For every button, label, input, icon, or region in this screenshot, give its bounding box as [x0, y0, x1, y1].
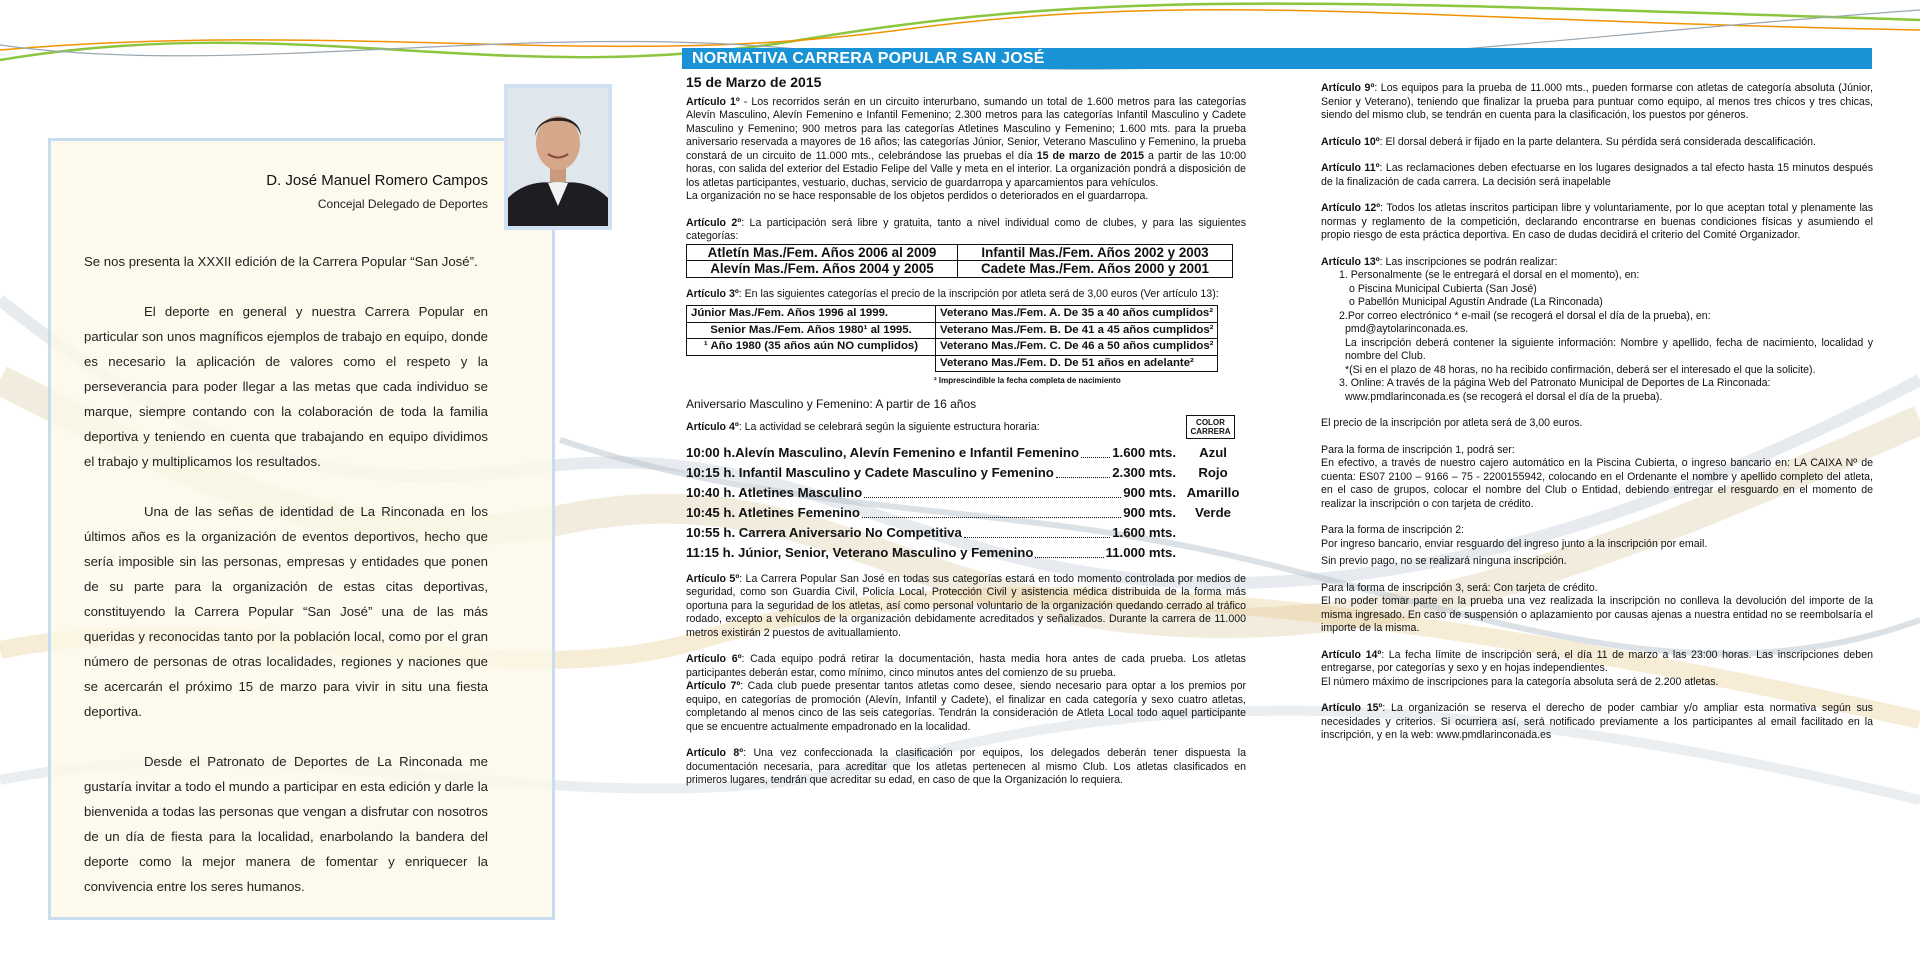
article-9: Artículo 9º: Los equipos para la prueba de 11.000 mts., pueden formarse con atletas de categoría absoluta (Júnior, Senior y Veterano), teniendo que finalizar la prueba para puntuar como equipo, al menos tres chicos y tres chicas, siendo del mismo club, se tendrán en cuenta para la clasificación, los puestos por géneros. — [1321, 82, 1873, 121]
color-column-header: COLOR CARRERA — [1186, 415, 1235, 439]
article-2: Artículo 2º: La participación será libre y gratuita, tanto a nivel individual como de clubes, y para las siguientes categorías: — [686, 216, 1246, 242]
article-3: Artículo 3º: En las siguientes categorías el precio de la inscripción por atleta será de 3,00 euros (Ver artículo 13): — [686, 287, 1219, 300]
schedule-row: 10:40 h. Atletines Masculino 900 mts. Amarillo — [686, 484, 1240, 500]
councillor-photo — [504, 84, 612, 230]
rules-column-left — [686, 76, 1246, 801]
table-row — [687, 306, 1218, 323]
rules-column-right — [1321, 82, 1873, 756]
article-6: Artículo 6º: Cada equipo podrá retirar la documentación, hasta media hora antes de cada prueba. Los atletas participantes deberán estar, como mínimo, cinco minutos antes del comienzo de su prueba. — [686, 653, 1246, 679]
councillor-role: Concejal Delegado de Deportes — [317, 197, 488, 211]
article-7: Artículo 7º: Cada club puede presentar tantos atletas como desee, siendo necesario para optar a los premios por equipo, en categorías de promoción (Alevín, Infantil y Cadete), el finalizar en cada categoría y sexo cuatro atletas, completando al menos cinco de las seis categorías. Tendrán la consideración de Atleta Local todo aquel participante que se encuentre actualmente empadronado en la localidad. — [686, 680, 1246, 733]
table-cell: Júnior Mas./Fem. Años 1996 al 1999. — [687, 306, 936, 323]
event-date: 15 de Marzo de 2015 — [686, 74, 822, 90]
article-11: Artículo 11º: Las reclamaciones deben efectuarse en los lugares designados a tal efecto hasta 15 minutos después de la finalización de cada carrera. La decisión será inapelable — [1321, 162, 1873, 188]
letter-paragraph: Una de las señas de identidad de La Rinconada en los últimos años es la organización de eventos deportivos, hecho que sería imposible sin las personas, empresas y entidades que ponen de su parte para la organización de estas citas deportivas, constituyendo la Carrera Popular “San José” una de las más queridas y reconocidas tanto por la población local, como por el gran número de personas de otras localidades, regiones y naciones que se acercarán el próximo 15 de marzo para vivir in situ una fiesta deportiva. — [84, 504, 488, 719]
list-item: 3. Online: A través de la página Web del Patronato Municipal de Deportes de La Rinconada: — [1339, 377, 1771, 389]
prices-table — [686, 305, 1218, 372]
article-5: Artículo 5º: La Carrera Popular San José en todas sus categorías estará en todo momento controlada por medios de seguridad, como son Guardia Civil, Policía Local, Protección Civil y asistencia médica distribuida de la forma más oportuna para la seguridad de los atletas, así como personal voluntario de la organización quedando cerrado al tráfico rodado, excepto a vehículos de la organización debidamente acreditados y señalizados. Durante la carrera de 11.000 metros existirán 2 puestos de avituallamiento. — [686, 572, 1246, 639]
list-item: o Pabellón Municipal Agustín Andrade (La Rinconada) — [1349, 296, 1603, 308]
article-14: Artículo 14º: La fecha límite de inscripción será, el día 11 de marzo a las 23:00 horas. Las inscripciones deben entregarse, por categorías y sexo y en hojas independientes. — [1321, 648, 1873, 674]
payment-form-3: Para la forma de inscripción 3, será: Con tarjeta de crédito. El no poder tomar parte en la prueba una vez realizada la inscripción no conlleva la devolución del importe de la misma ingresado. En caso de suspensión o aplazamiento por causas ajenas a nuestra entidad no se reembolsaría el importe de la misma. — [1321, 581, 1873, 634]
table-row — [687, 339, 1218, 356]
table-cell: Veterano Mas./Fem. C. De 46 a 50 años cumplidos² — [936, 339, 1218, 356]
schedule-row: 10:15 h. Infantil Masculino y Cadete Masculino y Femenino 2.300 mts. Rojo — [686, 464, 1228, 480]
schedule-row: 10:00 h.Alevín Masculino, Alevín Femenino e Infantil Femenino 1.600 mts. Azul — [686, 444, 1227, 460]
article-15: Artículo 15º: La organización se reserva el derecho de poder cambiar y/o ampliar esta normativa según sus necesidades y criterios. Si ocurriera así, será notificado previamente a los participantes al email facilitado en la inscripción, y en la web: www.pmdlarinconada.es — [1321, 702, 1873, 741]
web-link[interactable]: www.pmdlarinconada.es (se recogerá el dorsal el día de la prueba). — [1345, 390, 1663, 403]
list-item: *(Si en el plazo de 48 horas, no ha recibido confirmación, deberá ser el interesado el que la solicite). — [1345, 363, 1816, 376]
payment-form-2: Para la forma de inscripción 2: Por ingreso bancario, enviar resguardo del ingreso junto a la inscripción por email. — [1321, 524, 1708, 550]
letter-paragraph: Se nos presenta la XXXII edición de la Carrera Popular “San José”. — [84, 254, 478, 269]
payment-form-1: Para la forma de inscripción 1, podrá ser: En efectivo, a través de nuestro cajero automático en la Piscina Cubierta, o ingreso bancario en: LA CAIXA Nº de cuenta: ES07 2100 – 9166 – 75 - 2200155942, colocando en el Ordenante el nombre y apellido completo del atleta, en el caso de grupos, colocar el nombre del Club o Entidad, debiendo entregar el resguardo en el momento de realizar la inscripción o con tarjeta de crédito. — [1321, 443, 1873, 510]
list-item: La inscripción deberá contener la siguiente información: Nombre y apellido, fecha de nacimiento, localidad y nombre del Club. — [1345, 336, 1873, 362]
schedule-row: 11:15 h. Júnior, Senior, Veterano Masculino y Femenino 11.000 mts. — [686, 544, 1176, 560]
table-cell: Veterano Mas./Fem. A. De 35 a 40 años cumplidos² — [936, 306, 1218, 323]
table-cell: Veterano Mas./Fem. D. De 51 años en adelante² — [936, 355, 1218, 372]
table-cell: Atletín Mas./Fem. Años 2006 al 2009 — [687, 244, 958, 261]
article-12: Artículo 12º: Todos los atletas inscritos participan libre y voluntariamente, por lo que aceptan total y plenamente las normas y reglamento de la competición, declarando encontrarse en buenas condiciones físicas y asumiendo el propio riesgo de esta práctica deportiva. En caso de dudas decidirá el criterio del Comité Organizador. — [1321, 202, 1873, 241]
table-row — [687, 244, 1233, 261]
anniversary-note: Aniversario Masculino y Femenino: A partir de 16 años — [686, 396, 977, 411]
table-cell: Infantil Mas./Fem. Años 2002 y 2003 — [958, 244, 1233, 261]
table-cell — [687, 355, 936, 372]
table-cell: Veterano Mas./Fem. B. De 41 a 45 años cumplidos² — [936, 322, 1218, 339]
race-date: 15 de marzo de 2015 — [1036, 149, 1145, 162]
email-link[interactable]: pmd@aytolarinconada.es. — [1345, 323, 1469, 335]
portrait-image — [508, 88, 608, 226]
councillor-name: D. José Manuel Romero Campos — [266, 172, 488, 189]
article-14-note: El número máximo de inscripciones para la categoría absoluta será de 2.200 atletas. — [1321, 675, 1719, 688]
letter-paragraph: Desde el Patronato de Deportes de La Rinconada me gustaría invitar a todo el mundo a participar en esta edición y darle la bienvenida a todas las personas que vengan a disfrutar con nosotros de un día de fiesta para la localidad, enarbolando la bandera del deporte como la mejor manera de fomentar y enriquecer la convivencia entre los seres humanos. — [84, 754, 488, 894]
schedule-row: 10:45 h. Atletines Femenino 900 mts. Verde — [686, 504, 1231, 520]
table-row — [687, 261, 1233, 278]
price-note: El precio de la inscripción por atleta será de 3,00 euros. — [1321, 417, 1583, 429]
table-cell: Cadete Mas./Fem. Años 2000 y 2001 — [958, 261, 1233, 278]
page-title: NORMATIVA CARRERA POPULAR SAN JOSÉ — [692, 50, 1045, 67]
greeting-letter — [84, 249, 488, 924]
table-row — [687, 355, 1218, 372]
price-footnote: ² Imprescindible la fecha completa de nacimiento — [934, 376, 1121, 385]
article-1: Artículo 1º - Los recorridos serán en un circuito interurbano, sumando un total de 1.600 metros para las categorías Alevín Masculino, Alevín Femenino e Infantil Femenino; 2.300 metros para las categorías Infantil Masculino y Cadete Masculino y Femenino; 900 metros para las categorías Atletines Masculino y Femenino; 1.600 mts. para la prueba aniversario reservada a mayores de 16 años; las categorías Júnior, Senior, Veterano Masculino y Femenino, la prueba constará de un circuito de 11.000 mts., celebrándose las pruebas el día 15 de marzo de 2015 a partir de las 10:00 horas, con salida del exterior del Estadio Felipe del Valle y meta en el interior. La organización pondrá a disposición de los atletas participantes, vestuario, duchas, servicio de guardarropa y aparcamientos para vehículos. — [686, 95, 1247, 189]
article-1-note: La organización no se hace responsable de los objetos perdidos o deteriorados en el guardarropa. — [686, 190, 1149, 202]
article-8: Artículo 8º: Una vez confeccionada la clasificación por equipos, los delegados deberán tener dispuesta la documentación necesaria, para acreditar que los atletas pertenecen al mismo Club. Los atletas clasificados en primeros lugares, tendrán que acreditar su edad, en caso de que la Organización lo requiera. — [686, 747, 1246, 786]
letter-paragraph: El deporte en general y nuestra Carrera Popular en particular son unos magníficos ejemplos de trabajo en equipo, donde es necesario la aplicación de valores como el respeto y la perseverancia para poder llegar a las metas que cada individuo se marque, siempre contando con la colaboración de toda la familia deportiva y teniendo en cuenta que trabajando en equipo dividimos el trabajo y multiplicamos los resultados. — [84, 304, 488, 469]
categories-table — [686, 244, 1233, 278]
table-row — [687, 322, 1218, 339]
article-13: Artículo 13º: Las inscripciones se podrán realizar: 1. Personalmente (se le entregará el dorsal en el momento), en: o Piscina Municipal Cubierta (San José) o Pabellón Municipal Agustín Andrade (La Rinconada) 2.Por correo electrónico * e-mail (se recogerá el dorsal el día de la prueba), en: pmd@aytolarinconada.es. La inscripción deberá contener la siguiente información: Nombre y apellido, fecha de nacimiento, localidad y nombre del Club. *(Si en el plazo de 48 horas, no ha recibido confirmación, deberá ser el interesado el que la solicite). 3. Online: A través de la página Web del Patronato Municipal de Deportes de La Rinconada: www.pmdlarinconada.es (se recogerá el dorsal el día de la prueba). — [1321, 255, 1873, 403]
payment-note: Sin previo pago, no se realizará ninguna inscripción. — [1321, 555, 1567, 567]
article-10: Artículo 10º: El dorsal deberá ir fijado en la parte delantera. Su pérdida será considerada descalificación. — [1321, 135, 1816, 148]
table-cell: ¹ Año 1980 (35 años aún NO cumplidos) — [687, 339, 936, 356]
list-item: 2.Por correo electrónico * e-mail (se recogerá el dorsal el día de la prueba), en: — [1339, 309, 1711, 322]
table-cell: Alevín Mas./Fem. Años 2004 y 2005 — [687, 261, 958, 278]
list-item: 1. Personalmente (se le entregará el dorsal en el momento), en: — [1339, 269, 1640, 281]
article-label: Artículo 1º — [686, 95, 740, 108]
table-cell: Senior Mas./Fem. Años 1980¹ al 1995. — [687, 322, 936, 339]
list-item: o Piscina Municipal Cubierta (San José) — [1349, 282, 1537, 295]
article-4: Artículo 4º: La actividad se celebrará según la siguiente estructura horaria: — [686, 421, 1040, 433]
schedule-row: 10:55 h. Carrera Aniversario No Competitiva 1.600 mts. — [686, 524, 1176, 540]
